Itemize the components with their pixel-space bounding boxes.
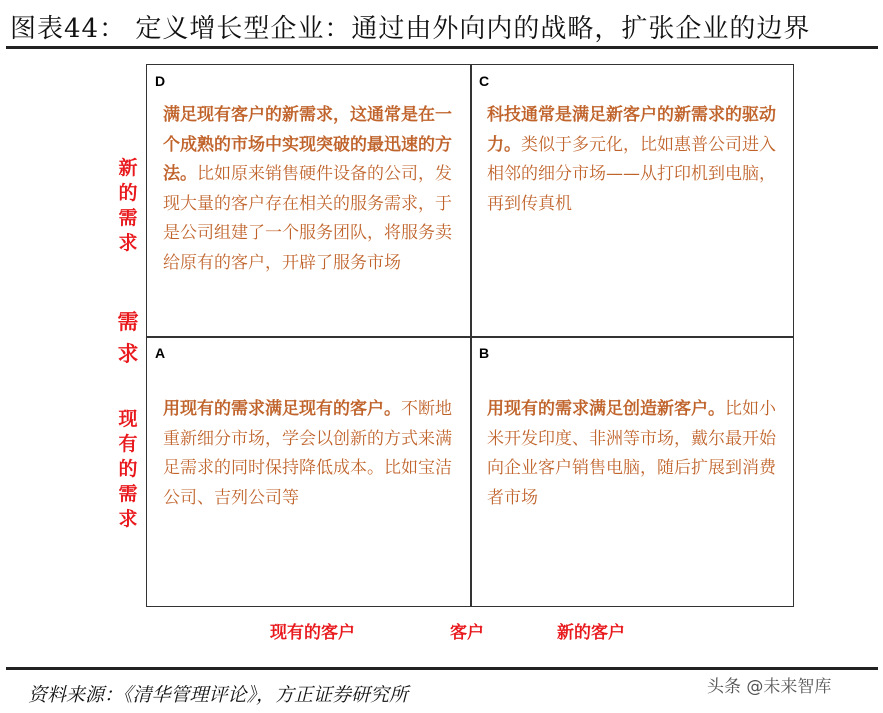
quadrant-letter: C: [479, 73, 490, 89]
quadrant-letter: A: [155, 345, 166, 361]
quadrant-body: 不断地重新细分市场，学会以创新的方式来满足需求的同时保持降低成本。比如宝洁公司、吉列公司等: [163, 399, 452, 508]
y-char: 需: [117, 310, 139, 334]
y-char: 的: [118, 458, 138, 480]
y-char: 的: [118, 182, 138, 204]
y-char: 需: [118, 207, 138, 229]
quadrant-highlight: 用现有的需求满足创造新客户。: [487, 399, 725, 419]
quadrant-a: [147, 337, 470, 606]
quadrant-description: [163, 395, 457, 513]
y-axis-title-demand: [110, 306, 146, 370]
y-char: 需: [118, 483, 138, 505]
y-axis-label-new-demand: [110, 156, 146, 256]
y-char: 新: [118, 157, 138, 179]
x-axis-label-new-customers: 新的客户: [557, 623, 625, 643]
figure-title: 图表44： 定义增长型企业：通过由外向内的战略，扩张企业的边界: [10, 14, 811, 44]
quadrant-b: [471, 337, 793, 606]
watermark: 头条 @未来智库: [707, 677, 832, 697]
y-axis-label-existing-demand: [110, 407, 146, 532]
y-char: 求: [118, 508, 138, 530]
footer-divider: [6, 667, 878, 670]
quadrant-body: 类似于多元化，比如惠普公司进入相邻的细分市场——从打印机到电脑，再到传真机: [487, 134, 776, 214]
y-char: 现: [118, 408, 138, 430]
quadrant-description: [163, 101, 457, 278]
quadrant-highlight: 满足现有客户的新需求，这通常是在一个成熟的市场中实现突破的最迅速的方法。: [163, 105, 452, 184]
quadrant-description: [487, 101, 781, 219]
title-divider: [6, 46, 878, 49]
quadrant-body: 比如原来销售硬件设备的公司，发现大量的客户存在相关的服务需求，于是公司组建了一个服务团队，将服务卖给原有的客户，开辟了服务市场: [163, 164, 452, 273]
quadrant-d: [147, 65, 470, 336]
y-char: 求: [118, 232, 138, 254]
quadrant-letter: D: [155, 73, 166, 89]
quadrant-highlight: 用现有的需求满足现有的客户。: [163, 399, 401, 419]
quadrant-body: 比如小米开发印度、非洲等市场，戴尔最开始向企业客户销售电脑，随后扩展到消费者市场: [487, 399, 776, 508]
quadrant-c: [471, 65, 793, 336]
y-char: 有: [118, 433, 138, 455]
x-axis-label-existing-customers: 现有的客户: [270, 623, 355, 643]
quadrant-letter: B: [479, 345, 490, 361]
quadrant-highlight: 科技通常是满足新客户的新需求的驱动力。: [487, 105, 776, 155]
quadrant-description: [487, 395, 781, 513]
x-axis-title-customers: 客户: [450, 623, 484, 643]
y-char: 求: [117, 342, 139, 366]
growth-matrix: [146, 64, 794, 607]
source-note: 资料来源：《清华管理评论》，方正证券研究所: [28, 684, 409, 706]
